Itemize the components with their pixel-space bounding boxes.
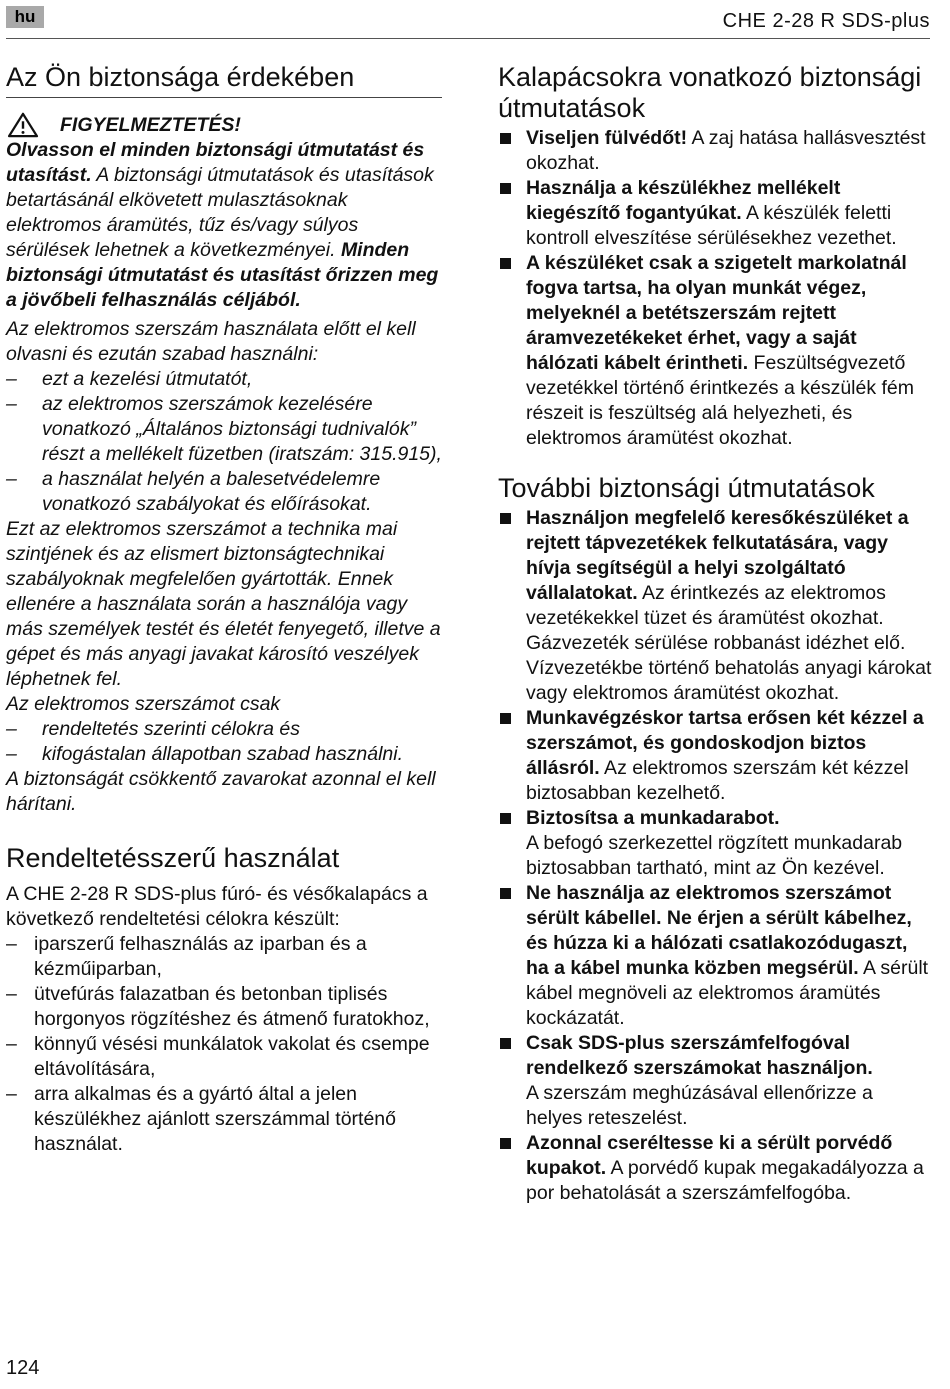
list-item — [498, 806, 934, 881]
safety-intro-text: A biztonsági útmutatások és utasítások betartásánál elkövetett mulasztásoknak elektromos áramütés, tűz és/vagy súlyos sérülések lehetnek a következményei. — [6, 164, 434, 261]
technology-paragraph: Ezt az elektromos szerszámot a technika mai szintjének és az elismert biztonságtechnikai szabályoknak megfelelően gyártották. Ennek ellenére a használata során a használója vagy más személyek testét és életét fenyegető, illetve a gépet és más anyagi javakat károsító veszélyek léphetnek fel. — [6, 518, 441, 690]
page-number: 124 — [6, 1357, 40, 1379]
square-bullet-icon — [500, 713, 511, 724]
additional-safety-list — [498, 506, 934, 1206]
right-column — [498, 62, 934, 1206]
safety-intro-bold-2: Minden biztonsági útmutatást és utasítást őrizzen meg a jövőbeli felhasználás céljából. — [6, 239, 439, 311]
language-tag: hu — [6, 6, 44, 28]
item-text: Az érintkezés az elektromos vezetékekkel tüzet és áramütést okozhat. — [526, 582, 886, 629]
use-only-list — [6, 717, 442, 767]
item-bold: Használjon megfelelő keresőkészüléket a rejtett tápvezetékek felkutatására, vagy hívja segítségül a helyi szolgáltató vállalatokat. — [526, 507, 909, 604]
section-title-additional-safety: További biztonsági útmutatások — [498, 473, 875, 503]
item-text: A készülék feletti kontroll elveszítése sérülésekhez vezethet. — [526, 202, 897, 249]
list-item — [498, 176, 934, 251]
item-text: A zaj hatása hallásvesztést okozhat. — [526, 127, 926, 174]
item-text: Az elektromos szerszám két kézzel biztosabban kezelhető. — [526, 757, 909, 804]
warning-label: FIGYELMEZTETÉS! — [60, 113, 241, 136]
item-bold: Ne használja az elektromos szerszámot sérült kábellel. Ne érjen a sérült kábelhez, és húzza ki a hálózati csatlakozódugaszt, ha a kábel munka közben megsérül. — [526, 882, 912, 979]
item-text: Feszültségvezető vezetékkel történő érintkezés a készülék fém részeit is feszültség alá helyezheti, és elektromos áramütést okozhat. — [526, 352, 915, 449]
before-use-paragraph: Az elektromos szerszám használata előtt el kell olvasni és ezután szabad használni: — [6, 318, 416, 365]
list-item: – iparszerű felhasználás az iparban és a kézműiparban, — [6, 932, 442, 982]
item-bold: Munkavégzéskor tartsa erősen két kézzel a szerszámot, és gondoskodjon biztos állásról. — [526, 707, 924, 779]
square-bullet-icon — [500, 183, 511, 194]
item-bold: Azonnal cseréltesse ki a sérült porvédő kupakot. — [526, 1132, 893, 1179]
square-bullet-icon — [500, 888, 511, 899]
list-item: – arra alkalmas és a gyártó által a jelen készülékhez ajánlott szerszámmal történő használat. — [6, 1082, 442, 1157]
square-bullet-icon — [500, 1138, 511, 1149]
list-item — [498, 706, 934, 806]
list-item: – ezt a kezelési útmutatót, — [6, 367, 442, 392]
list-item — [498, 506, 934, 706]
safety-intro-bold: Olvasson el minden biztonsági útmutatást és utasítást. — [6, 139, 425, 186]
item-text: A sérült kábel megnöveli az elektromos áramütés kockázatát. — [526, 957, 929, 1029]
list-item: – a használat helyén a balesetvédelemre vonatkozó szabályokat és előírásokat. — [6, 467, 442, 517]
item-text: A porvédő kupak megakadályozza a por behatolását a szerszámfelfogóba. — [526, 1157, 924, 1204]
list-item: – kifogástalan állapotban szabad használni. — [6, 742, 442, 767]
item-bold: Viseljen fülvédőt! — [526, 127, 688, 149]
square-bullet-icon — [500, 258, 511, 269]
item-extra: A befogó szerkezettel rögzített munkadarab biztosabban tartható, mint az Ön kezével. — [526, 832, 903, 879]
item-bold: Biztosítsa a munkadarabot. — [526, 807, 780, 829]
list-item: – az elektromos szerszámok kezelésére vonatkozó „Általános biztonsági tudnivalók” részt a mellékelt füzetben (iratszám: 315.915), — [6, 392, 442, 467]
before-use-list — [6, 367, 442, 517]
square-bullet-icon — [500, 813, 511, 824]
list-item: – rendeltetés szerinti célokra és — [6, 717, 442, 742]
list-item — [498, 881, 934, 1031]
square-bullet-icon — [500, 133, 511, 144]
hammer-safety-list — [498, 126, 934, 451]
item-extra: A szerszám meghúzásával ellenőrizze a helyes reteszelést. — [526, 1082, 873, 1129]
list-item — [498, 1031, 934, 1131]
faults-paragraph: A biztonságát csökkentő zavarokat azonnal el kell hárítani. — [6, 768, 436, 815]
header-divider — [6, 38, 930, 39]
section-title-safety: Az Ön biztonsága érdekében — [6, 62, 442, 98]
list-item — [498, 1131, 934, 1206]
list-item: – ütvefúrás falazatban és betonban tiplisés horgonyos rögzítéshez és átmenő furatokhoz, — [6, 982, 442, 1032]
intended-use-paragraph: A CHE 2-28 R SDS-plus fúró- és vésőkalapács a következő rendeltetési célokra készült: — [6, 883, 428, 930]
list-item — [498, 251, 934, 451]
warning-line — [6, 112, 442, 138]
list-item — [498, 126, 934, 176]
item-bold: Csak SDS-plus szerszámfelfogóval rendelkező szerszámokat használjon. — [526, 1032, 873, 1079]
list-item: – könnyű vésési munkálatok vakolat és csempe eltávolítására, — [6, 1032, 442, 1082]
intended-use-list — [6, 932, 442, 1157]
item-bold: Használja a készülékhez mellékelt kiegészítő fogantyúkat. — [526, 177, 841, 224]
left-column — [6, 62, 442, 1157]
safety-intro-paragraph — [6, 138, 442, 313]
warning-triangle-icon — [6, 112, 40, 138]
item-bold: A készüléket csak a szigetelt markolatnál fogva tartsa, ha olyan munkát végez, melyeknél a betétszerszám rejtett áramvezetékeket érhet, vagy a saját hálózati kábelt érintheti. — [526, 252, 907, 374]
model-name: CHE 2-28 R SDS-plus — [722, 10, 930, 32]
item-extra: Gázvezeték sérülése robbanást idézhet elő. Vízvezetékbe történő behatolás anyagi károkat vagy elektromos áramütést okozhat. — [526, 632, 932, 704]
use-only-paragraph: Az elektromos szerszámot csak — [6, 693, 281, 715]
square-bullet-icon — [500, 513, 511, 524]
square-bullet-icon — [500, 1038, 511, 1049]
section-title-hammer-safety: Kalapácsokra vonatkozó biztonsági útmutatások — [498, 62, 922, 123]
section-title-intended-use: Rendeltetésszerű használat — [6, 843, 340, 873]
